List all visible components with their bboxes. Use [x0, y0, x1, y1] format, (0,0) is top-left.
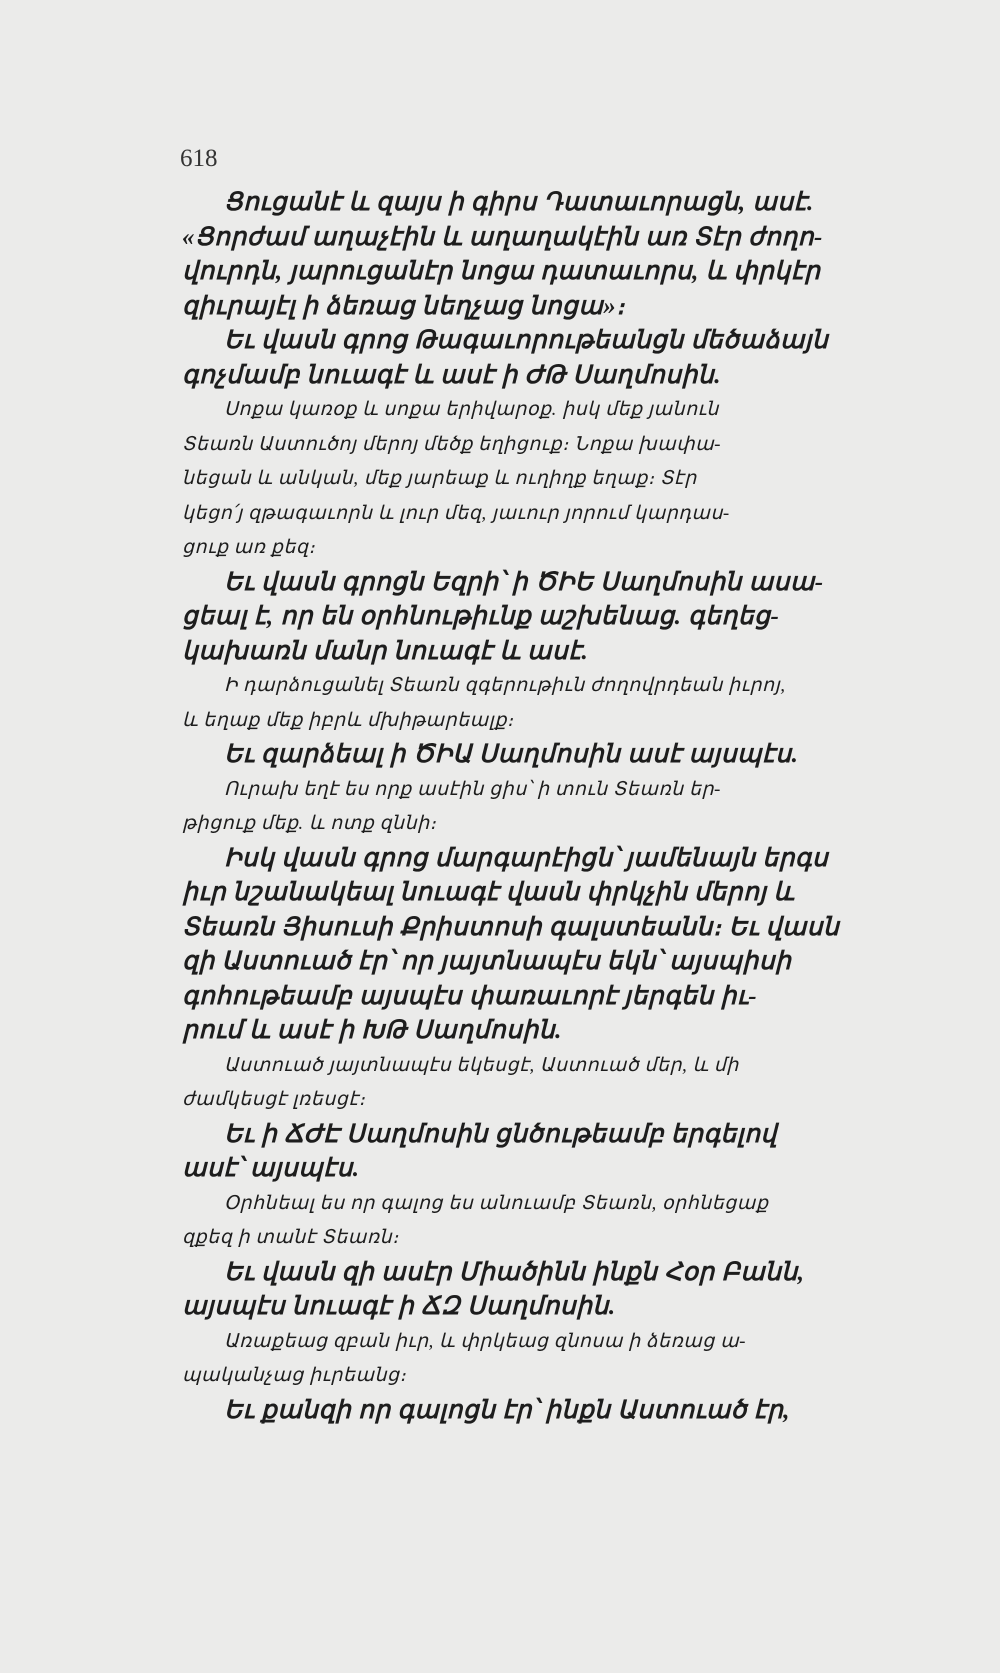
text-line: ասէ՝ այսպէս. — [182, 1155, 360, 1182]
text-line: Ցուցանէ և զայս ի գիրս Դատաւորացն, ասէ. — [224, 189, 814, 216]
text-line: Սոքա կառօք և սոքա երիվարօք. իսկ մեք յանուն — [224, 399, 719, 420]
page-number: 618 — [180, 145, 218, 172]
text-line: այսպէս նուագէ ի ՃԶ Սաղմոսին. — [182, 1293, 616, 1320]
text-line: Ի դարձուցանել Տեառն զգերութիւն ժողովրդեան իւրոյ, — [224, 675, 786, 696]
text-line: գոհութեամբ այսպէս փառաւորէ յերգեն իւ- — [182, 982, 758, 1010]
text-line: գոչմամբ նուագէ և ասէ ի ԺԹ Սաղմոսին. — [182, 361, 721, 389]
text-line: իւր նշանակեալ նուագէ վասն փրկչին մերոյ և — [182, 879, 795, 906]
text-line: Եւ զարձեալ ի ԾԻԱ Սաղմոսին ասէ այսպէս. — [224, 741, 799, 768]
text-line: վուրդն, յարուցանէր նոցա դատաւորս, և փրկէր — [182, 258, 821, 285]
text-line: Տեառն Յիսուսի Քրիստոսի գալստեանն։ Եւ վասն — [182, 913, 840, 941]
text-line: Եւ վասն գրոց Թագաւորութեանցն մեծաձայն — [224, 327, 829, 354]
text-line: «Ցորժամ աղաչէին և աղաղակէին առ Տէր ժողո- — [182, 223, 823, 251]
text-line: պականչաց իւրեանց։ — [182, 1365, 407, 1386]
text-line: զքեզ ի տանէ Տեառն։ — [182, 1227, 400, 1248]
text-line: և եղաք մեք իբրև մխիթարեալք։ — [182, 709, 514, 731]
text-line: ժամկեսցէ լռեսցէ։ — [182, 1089, 366, 1110]
text-line: Օրհնեալ ես որ գալոց ես անուամբ Տեառն, օրհնեցաք — [224, 1192, 769, 1214]
text-line: ցուք առ քեզ։ — [182, 537, 316, 558]
text-line: կախառն մանր նուագէ և ասէ. — [182, 637, 589, 665]
text-line: թիցուք մեք. և ոտք զննի։ — [182, 813, 437, 834]
body-text — [182, 186, 898, 1428]
text-line: Ուրախ եղէ ես որք ասէին ցիս՝ ի տուն Տեառն եր- — [224, 778, 721, 800]
text-line: Եւ քանզի որ գալոցն էր՝ ինքն Աստուած էր, — [224, 1396, 791, 1424]
text-line: Իսկ վասն գրոց մարգարէիցն՝ յամենայն երգս — [224, 844, 829, 872]
text-line: Եւ ի ՃԺԷ Սաղմոսին ցնծութեամբ երգելով — [224, 1120, 777, 1148]
text-line: Տեառն Աստուծոյ մերոյ մեծք եղիցուք։ Նոքա խափա- — [182, 433, 721, 455]
text-line: զի Աստուած էր՝ որ յայտնապէս եկն՝ այսպիսի — [182, 948, 792, 975]
text-line: Աստուած յայտնապէս եկեսցէ, Աստուած մեր, և մի — [224, 1054, 739, 1076]
text-line: զիւրայէլ ի ձեռաց նեղչաց նոցա»։ — [182, 292, 626, 320]
text-line: րում և ասէ ի ԽԹ Սաղմոսին. — [182, 1017, 562, 1044]
text-line: ցեալ է, որ են օրհնութիւնք աշխենաց. գեղեց- — [182, 603, 780, 630]
text-line: Եւ վասն զի ասէր Միածինն ինքն Հօր Բանն, — [224, 1258, 805, 1286]
text-line: նեցան և անկան, մեք յարեաք և ուղիղք եղաք։ Տէր — [182, 468, 697, 489]
text-line: Եւ վասն գրոցն Եզրի՝ ի ԾԻԵ Սաղմոսին ասա- — [224, 568, 824, 596]
text-line: Առաքեաց զբան իւր, և փրկեաց զնոսա ի ձեռաց ա- — [224, 1330, 746, 1352]
text-line: կեցո՛յ զթագաւորն և լուր մեզ, յաւուր յորում կարդաս- — [182, 502, 730, 524]
